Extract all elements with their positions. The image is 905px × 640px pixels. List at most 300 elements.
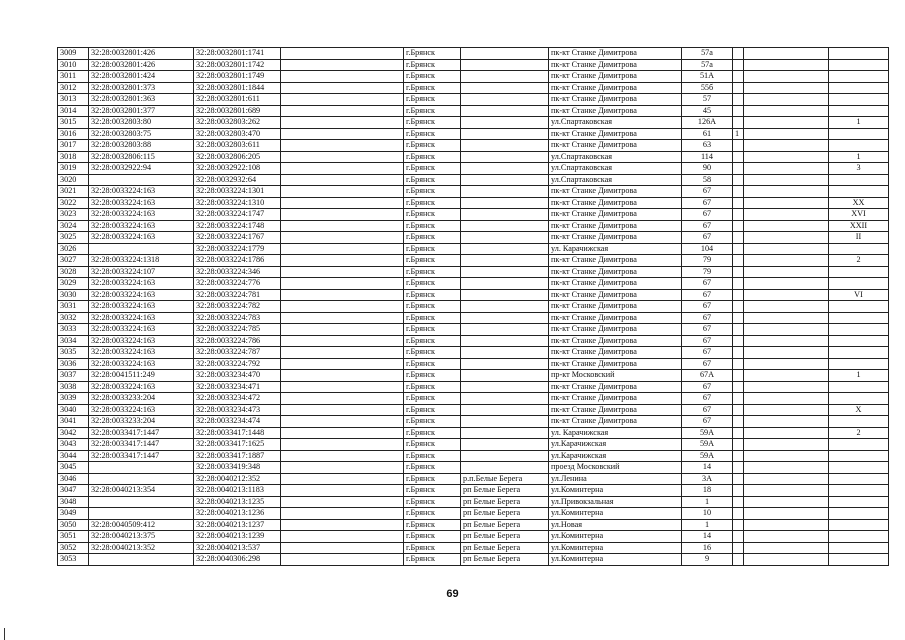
corpus-cell: [829, 243, 889, 255]
row-number-cell: 3017: [58, 140, 89, 152]
row-number-cell: 3040: [58, 404, 89, 416]
house-number-cell: 67: [682, 289, 733, 301]
city-cell: г.Брянск: [404, 531, 461, 543]
table-row: [58, 416, 889, 428]
locality-cell: рп Белые Берега: [461, 496, 549, 508]
table-row: [58, 312, 889, 324]
house-number-cell: 104: [682, 243, 733, 255]
parcel-cadastral-cell: 32:28:0033224:163: [89, 220, 194, 232]
house-number-cell: 63: [682, 140, 733, 152]
empty-cell: [281, 542, 404, 554]
building-letter-cell: [733, 312, 744, 324]
street-cell: пк-кт Станке Димитрова: [549, 128, 682, 140]
house-number-cell: 67: [682, 220, 733, 232]
parcel-cadastral-cell: 32:28:0032806:115: [89, 151, 194, 163]
locality-cell: [461, 128, 549, 140]
table-row: [58, 462, 889, 474]
empty-cell: [281, 220, 404, 232]
empty-cell: [744, 358, 829, 370]
street-cell: ул.Новая: [549, 519, 682, 531]
empty-cell: [281, 301, 404, 313]
building-letter-cell: [733, 519, 744, 531]
empty-cell: [281, 508, 404, 520]
building-cadastral-cell: 32:28:0033417:1625: [194, 439, 281, 451]
house-number-cell: 59А: [682, 439, 733, 451]
street-cell: пк-кт Станке Димитрова: [549, 209, 682, 221]
empty-cell: [744, 105, 829, 117]
city-cell: г.Брянск: [404, 266, 461, 278]
building-cadastral-cell: 32:28:0032801:689: [194, 105, 281, 117]
building-cadastral-cell: 32:28:0040213:1235: [194, 496, 281, 508]
corpus-cell: VI: [829, 289, 889, 301]
house-number-cell: 67: [682, 393, 733, 405]
table-row: [58, 427, 889, 439]
city-cell: г.Брянск: [404, 174, 461, 186]
corpus-cell: [829, 462, 889, 474]
row-number-cell: 3018: [58, 151, 89, 163]
building-letter-cell: [733, 347, 744, 359]
locality-cell: [461, 220, 549, 232]
building-cadastral-cell: 32:28:0032803:470: [194, 128, 281, 140]
house-number-cell: 10: [682, 508, 733, 520]
house-number-cell: 67: [682, 278, 733, 290]
empty-cell: [744, 301, 829, 313]
parcel-cadastral-cell: 32:28:0033224:163: [89, 347, 194, 359]
parcel-cadastral-cell: 32:28:0033224:163: [89, 404, 194, 416]
table-row: [58, 278, 889, 290]
empty-cell: [744, 347, 829, 359]
corpus-cell: [829, 128, 889, 140]
empty-cell: [744, 508, 829, 520]
locality-cell: [461, 232, 549, 244]
table-row: [58, 381, 889, 393]
city-cell: г.Брянск: [404, 163, 461, 175]
locality-cell: [461, 255, 549, 267]
street-cell: ул.Спартаковская: [549, 151, 682, 163]
corpus-cell: [829, 82, 889, 94]
empty-cell: [744, 531, 829, 543]
street-cell: пк-кт Станке Димитрова: [549, 197, 682, 209]
parcel-cadastral-cell: 32:28:0032801:363: [89, 94, 194, 106]
row-number-cell: 3044: [58, 450, 89, 462]
city-cell: г.Брянск: [404, 450, 461, 462]
empty-cell: [281, 485, 404, 497]
table-row: [58, 358, 889, 370]
row-number-cell: 3036: [58, 358, 89, 370]
empty-cell: [744, 71, 829, 83]
empty-cell: [744, 197, 829, 209]
building-letter-cell: [733, 82, 744, 94]
building-letter-cell: [733, 381, 744, 393]
house-number-cell: 1: [682, 496, 733, 508]
locality-cell: рп Белые Берега: [461, 531, 549, 543]
building-letter-cell: [733, 117, 744, 129]
street-cell: пк-кт Станке Димитрова: [549, 404, 682, 416]
house-number-cell: 67: [682, 324, 733, 336]
street-cell: ул.Привокзальная: [549, 496, 682, 508]
building-cadastral-cell: 32:28:0033234:470: [194, 370, 281, 382]
building-cadastral-cell: 32:28:0040212:352: [194, 473, 281, 485]
empty-cell: [744, 416, 829, 428]
corpus-cell: [829, 473, 889, 485]
house-number-cell: 57а: [682, 59, 733, 71]
table-row: [58, 519, 889, 531]
table-row: [58, 48, 889, 60]
corpus-cell: X: [829, 404, 889, 416]
empty-cell: [281, 197, 404, 209]
street-cell: ул.Коминтерна: [549, 508, 682, 520]
table-row: [58, 370, 889, 382]
parcel-cadastral-cell: 32:28:0033224:163: [89, 289, 194, 301]
table-row: [58, 82, 889, 94]
house-number-cell: 18: [682, 485, 733, 497]
table-row: [58, 163, 889, 175]
empty-cell: [281, 381, 404, 393]
row-number-cell: 3031: [58, 301, 89, 313]
parcel-cadastral-cell: 32:28:0032922:94: [89, 163, 194, 175]
building-letter-cell: [733, 462, 744, 474]
table-row: [58, 243, 889, 255]
house-number-cell: 59А: [682, 450, 733, 462]
empty-cell: [281, 71, 404, 83]
parcel-cadastral-cell: 32:28:0032801:377: [89, 105, 194, 117]
table-row: [58, 508, 889, 520]
building-letter-cell: [733, 450, 744, 462]
city-cell: г.Брянск: [404, 508, 461, 520]
row-number-cell: 3023: [58, 209, 89, 221]
row-number-cell: 3012: [58, 82, 89, 94]
street-cell: ул. Карачижская: [549, 243, 682, 255]
locality-cell: [461, 393, 549, 405]
row-number-cell: 3045: [58, 462, 89, 474]
building-cadastral-cell: 32:28:0040213:1239: [194, 531, 281, 543]
city-cell: г.Брянск: [404, 278, 461, 290]
parcel-cadastral-cell: 32:28:0033417:1447: [89, 427, 194, 439]
parcel-cadastral-cell: 32:28:0033224:1318: [89, 255, 194, 267]
empty-cell: [281, 347, 404, 359]
empty-cell: [744, 462, 829, 474]
building-letter-cell: [733, 105, 744, 117]
row-number-cell: 3030: [58, 289, 89, 301]
table-row: [58, 404, 889, 416]
city-cell: г.Брянск: [404, 542, 461, 554]
parcel-cadastral-cell: 32:28:0041511:249: [89, 370, 194, 382]
city-cell: г.Брянск: [404, 554, 461, 566]
building-cadastral-cell: 32:28:0033419:348: [194, 462, 281, 474]
row-number-cell: 3024: [58, 220, 89, 232]
building-cadastral-cell: 32:28:0033224:785: [194, 324, 281, 336]
corpus-cell: XXII: [829, 220, 889, 232]
empty-cell: [281, 105, 404, 117]
table-row: [58, 128, 889, 140]
empty-cell: [281, 278, 404, 290]
street-cell: пк-кт Станке Димитрова: [549, 324, 682, 336]
corpus-cell: XX: [829, 197, 889, 209]
row-number-cell: 3016: [58, 128, 89, 140]
locality-cell: [461, 347, 549, 359]
building-letter-cell: [733, 542, 744, 554]
house-number-cell: 67: [682, 197, 733, 209]
street-cell: ул.Коминтерна: [549, 554, 682, 566]
building-letter-cell: [733, 393, 744, 405]
corpus-cell: [829, 393, 889, 405]
empty-cell: [744, 427, 829, 439]
building-letter-cell: [733, 48, 744, 60]
empty-cell: [744, 473, 829, 485]
house-number-cell: 67: [682, 358, 733, 370]
house-number-cell: 61: [682, 128, 733, 140]
empty-cell: [744, 117, 829, 129]
city-cell: г.Брянск: [404, 519, 461, 531]
locality-cell: р.п.Белые Берега: [461, 473, 549, 485]
empty-cell: [744, 140, 829, 152]
page-number: 69: [446, 588, 459, 600]
city-cell: г.Брянск: [404, 485, 461, 497]
row-number-cell: 3043: [58, 439, 89, 451]
parcel-cadastral-cell: 32:28:0033224:163: [89, 278, 194, 290]
row-number-cell: 3035: [58, 347, 89, 359]
building-letter-cell: [733, 485, 744, 497]
street-cell: пк-кт Станке Димитрова: [549, 358, 682, 370]
corpus-cell: [829, 381, 889, 393]
empty-cell: [744, 163, 829, 175]
parcel-cadastral-cell: 32:28:0040213:375: [89, 531, 194, 543]
parcel-cadastral-cell: 32:28:0033224:163: [89, 358, 194, 370]
table-row: [58, 347, 889, 359]
empty-cell: [744, 370, 829, 382]
empty-cell: [744, 439, 829, 451]
house-number-cell: 57: [682, 94, 733, 106]
parcel-cadastral-cell: 32:28:0032801:373: [89, 82, 194, 94]
row-number-cell: 3046: [58, 473, 89, 485]
parcel-cadastral-cell: 32:28:0033224:163: [89, 232, 194, 244]
building-letter-cell: [733, 335, 744, 347]
row-number-cell: 3051: [58, 531, 89, 543]
empty-cell: [744, 82, 829, 94]
corpus-cell: [829, 347, 889, 359]
row-number-cell: 3050: [58, 519, 89, 531]
locality-cell: [461, 197, 549, 209]
row-number-cell: 3015: [58, 117, 89, 129]
building-cadastral-cell: 32:28:0033224:1310: [194, 197, 281, 209]
empty-cell: [744, 255, 829, 267]
locality-cell: [461, 105, 549, 117]
locality-cell: [461, 439, 549, 451]
street-cell: пк-кт Станке Димитрова: [549, 105, 682, 117]
row-number-cell: 3011: [58, 71, 89, 83]
empty-cell: [281, 439, 404, 451]
empty-cell: [281, 358, 404, 370]
house-number-cell: 67: [682, 416, 733, 428]
street-cell: пк-кт Станке Димитрова: [549, 220, 682, 232]
empty-cell: [281, 519, 404, 531]
house-number-cell: 67: [682, 301, 733, 313]
city-cell: г.Брянск: [404, 358, 461, 370]
empty-cell: [281, 324, 404, 336]
corpus-cell: [829, 450, 889, 462]
parcel-cadastral-cell: [89, 473, 194, 485]
parcel-cadastral-cell: 32:28:0032801:426: [89, 48, 194, 60]
city-cell: г.Брянск: [404, 416, 461, 428]
row-number-cell: 3048: [58, 496, 89, 508]
street-cell: пк-кт Станке Димитрова: [549, 48, 682, 60]
empty-cell: [281, 404, 404, 416]
locality-cell: [461, 324, 549, 336]
empty-cell: [281, 94, 404, 106]
table-row: [58, 71, 889, 83]
corpus-cell: [829, 416, 889, 428]
building-cadastral-cell: 32:28:0040213:1236: [194, 508, 281, 520]
empty-cell: [281, 335, 404, 347]
empty-cell: [281, 163, 404, 175]
parcel-cadastral-cell: 32:28:0033224:163: [89, 197, 194, 209]
table-row: [58, 289, 889, 301]
row-number-cell: 3020: [58, 174, 89, 186]
row-number-cell: 3042: [58, 427, 89, 439]
empty-cell: [281, 186, 404, 198]
table-row: [58, 140, 889, 152]
row-number-cell: 3021: [58, 186, 89, 198]
city-cell: г.Брянск: [404, 117, 461, 129]
table-row: [58, 531, 889, 543]
building-letter-cell: [733, 209, 744, 221]
street-cell: пк-кт Станке Димитрова: [549, 312, 682, 324]
empty-cell: [281, 232, 404, 244]
building-cadastral-cell: 32:28:0033224:782: [194, 301, 281, 313]
street-cell: пк-кт Станке Димитрова: [549, 255, 682, 267]
table-row: [58, 255, 889, 267]
house-number-cell: 57а: [682, 48, 733, 60]
building-letter-cell: [733, 140, 744, 152]
empty-cell: [281, 416, 404, 428]
building-letter-cell: 1: [733, 128, 744, 140]
building-letter-cell: [733, 278, 744, 290]
table-row: [58, 485, 889, 497]
street-cell: ул.Коминтерна: [549, 531, 682, 543]
parcel-cadastral-cell: 32:28:0040213:354: [89, 485, 194, 497]
city-cell: г.Брянск: [404, 404, 461, 416]
building-cadastral-cell: 32:28:0033224:776: [194, 278, 281, 290]
corpus-cell: XVI: [829, 209, 889, 221]
city-cell: г.Брянск: [404, 312, 461, 324]
empty-cell: [744, 289, 829, 301]
city-cell: г.Брянск: [404, 59, 461, 71]
empty-cell: [281, 82, 404, 94]
empty-cell: [744, 232, 829, 244]
house-number-cell: 90: [682, 163, 733, 175]
locality-cell: [461, 266, 549, 278]
parcel-cadastral-cell: [89, 508, 194, 520]
building-letter-cell: [733, 554, 744, 566]
street-cell: пк-кт Станке Димитрова: [549, 278, 682, 290]
building-letter-cell: [733, 197, 744, 209]
empty-cell: [744, 381, 829, 393]
house-number-cell: 67: [682, 186, 733, 198]
empty-cell: [744, 220, 829, 232]
locality-cell: [461, 71, 549, 83]
building-letter-cell: [733, 404, 744, 416]
building-letter-cell: [733, 71, 744, 83]
corpus-cell: [829, 531, 889, 543]
parcel-cadastral-cell: 32:28:0033417:1447: [89, 450, 194, 462]
parcel-cadastral-cell: [89, 496, 194, 508]
empty-cell: [281, 174, 404, 186]
empty-cell: [281, 255, 404, 267]
house-number-cell: 67: [682, 404, 733, 416]
street-cell: пк-кт Станке Димитрова: [549, 381, 682, 393]
empty-cell: [281, 427, 404, 439]
building-cadastral-cell: 32:28:0033224:786: [194, 335, 281, 347]
corpus-cell: [829, 358, 889, 370]
locality-cell: [461, 462, 549, 474]
table-row: [58, 117, 889, 129]
building-letter-cell: [733, 220, 744, 232]
building-cadastral-cell: 32:28:0033224:787: [194, 347, 281, 359]
row-number-cell: 3022: [58, 197, 89, 209]
row-number-cell: 3027: [58, 255, 89, 267]
street-cell: пк-кт Станке Димитрова: [549, 335, 682, 347]
locality-cell: [461, 163, 549, 175]
locality-cell: рп Белые Берега: [461, 508, 549, 520]
parcel-cadastral-cell: 32:28:0032801:426: [89, 59, 194, 71]
locality-cell: [461, 186, 549, 198]
table-row: [58, 439, 889, 451]
table-row: [58, 450, 889, 462]
empty-cell: [281, 473, 404, 485]
table-row: [58, 393, 889, 405]
parcel-cadastral-cell: 32:28:0040509:412: [89, 519, 194, 531]
locality-cell: [461, 174, 549, 186]
house-number-cell: 1: [682, 519, 733, 531]
street-cell: пк-кт Станке Димитрова: [549, 186, 682, 198]
city-cell: г.Брянск: [404, 186, 461, 198]
parcel-cadastral-cell: 32:28:0033224:163: [89, 335, 194, 347]
parcel-cadastral-cell: 32:28:0033224:163: [89, 186, 194, 198]
building-cadastral-cell: 32:28:0033417:1887: [194, 450, 281, 462]
building-cadastral-cell: 32:28:0033234:471: [194, 381, 281, 393]
city-cell: г.Брянск: [404, 94, 461, 106]
house-number-cell: 14: [682, 462, 733, 474]
empty-cell: [744, 450, 829, 462]
corpus-cell: 2: [829, 255, 889, 267]
corpus-cell: [829, 278, 889, 290]
empty-cell: [744, 554, 829, 566]
margin-mark: [4, 628, 5, 640]
table-row: [58, 232, 889, 244]
empty-cell: [281, 554, 404, 566]
street-cell: пк-кт Станке Димитрова: [549, 266, 682, 278]
corpus-cell: [829, 508, 889, 520]
parcel-cadastral-cell: 32:28:0033224:163: [89, 324, 194, 336]
locality-cell: [461, 117, 549, 129]
building-cadastral-cell: 32:28:0032801:1749: [194, 71, 281, 83]
parcel-cadastral-cell: 32:28:0033224:163: [89, 381, 194, 393]
table-row: [58, 94, 889, 106]
house-number-cell: 67: [682, 381, 733, 393]
parcel-cadastral-cell: 32:28:0033417:1447: [89, 439, 194, 451]
corpus-cell: 1: [829, 117, 889, 129]
city-cell: г.Брянск: [404, 105, 461, 117]
street-cell: пк-кт Станке Димитрова: [549, 289, 682, 301]
empty-cell: [744, 542, 829, 554]
locality-cell: [461, 289, 549, 301]
building-cadastral-cell: 32:28:0040306:298: [194, 554, 281, 566]
locality-cell: [461, 151, 549, 163]
empty-cell: [281, 140, 404, 152]
building-letter-cell: [733, 370, 744, 382]
empty-cell: [744, 485, 829, 497]
building-cadastral-cell: 32:28:0033224:783: [194, 312, 281, 324]
